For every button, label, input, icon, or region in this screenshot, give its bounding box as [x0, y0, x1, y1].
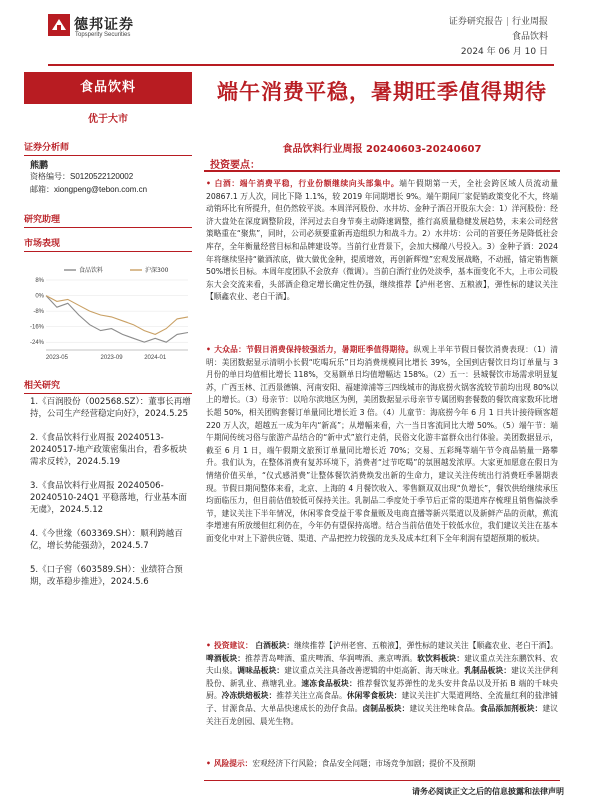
related-heading: 相关研究: [24, 378, 192, 394]
paragraph-body: 宏观经济下行风险；食品安全问题；市场竞争加剧；提价不及预期: [252, 759, 476, 768]
related-item: 2.《食品饮料行业周报 20240513-20240517-地产政策密集出台，看多板块需求反转》，2024.5.19: [30, 433, 187, 467]
paragraph-lead: 风险提示：: [213, 759, 253, 768]
report-header: [0, 0, 600, 66]
advice-text: 建议重点关注具备改善逻辑的中炬高新、海天味业。: [284, 666, 465, 676]
bullet-icon: •: [206, 179, 211, 188]
related-item: 3.《食品饮料行业周报 20240506-20240510-24Q1 平稳落地，行业基本面无虞》，2024.5.12: [30, 481, 187, 515]
advice-label: 卤制品板块：: [362, 703, 410, 713]
keypoints-heading: 投资要点：: [204, 156, 560, 172]
legend-label: 沪深300: [145, 267, 169, 274]
analyst-heading: 证券分析师: [24, 140, 192, 156]
y-tick-label: -8%: [33, 309, 44, 316]
advice-label: 速冻食品板块：: [301, 678, 357, 688]
advice-text: 推荐青岛啤酒、重庆啤酒、华润啤酒、燕京啤酒。: [245, 653, 418, 663]
advice-label: 冷冻烘焙板块：: [221, 691, 277, 701]
advice-label: 软饮料板块：: [417, 653, 465, 663]
advice-text: 建议关注绝味食品。: [409, 703, 480, 713]
legend-label: 食品饮料: [79, 267, 104, 274]
advice-text: 建议关注伊利股份、新乳业、燕塘乳业。: [206, 666, 558, 688]
x-tick-label: 2023-05: [45, 355, 68, 361]
advice-label: 白酒板块：: [255, 641, 295, 650]
advice-label: 食品添加剂板块：: [479, 703, 543, 713]
report-type: 证券研究报告: [448, 17, 503, 27]
y-tick-label: 8%: [35, 278, 44, 284]
y-tick-label: 0%: [35, 293, 44, 300]
y-tick-label: -16%: [29, 324, 44, 331]
advice-text: 建议关注百龙创园、晨光生物。: [206, 703, 558, 726]
paragraph-lead: 投资建议：: [213, 641, 253, 650]
analyst-email[interactable]: 邮箱：xiongpeng@tebon.com.cn: [30, 185, 148, 194]
report-meta: 证券研究报告 | 行业周报 食品饮料 2024 年 06 月 10 日: [449, 15, 548, 60]
advice-text: 继续推荐【泸州老窖、五粮液】，弹性标的建议关注【顺鑫农业、老白干酒】。: [294, 641, 558, 650]
market-performance-chart: [24, 264, 192, 368]
bullet-icon: •: [206, 345, 211, 354]
logo-name-cn: 德邦证券: [74, 17, 134, 33]
advice-text: 建议重点关注东鹏饮料、农夫山泉。: [206, 653, 558, 676]
advice-label: 休闲零食板块：: [346, 691, 402, 701]
report-subtitle: 食品饮料行业周报 20240603-20240607: [282, 144, 482, 155]
disclaimer: 请务必阅读正文之后的信息披露和法律声明: [412, 787, 564, 796]
advice-text: 建议关注扩大渠道网络、全流量红利的盐津铺子、甘源食品、大单品快速成长的劲仔食品。: [206, 691, 558, 713]
rating-label: 优于大市: [88, 114, 128, 125]
paragraph-body: 纵观上半年节假日餐饮消费表现：（1）清明：美团数据显示清明小长假“吃喝玩乐”日均消费规模同比增长 39%，全国到店餐饮日均订单量与 3 月份的单日均值相比增长 118%，交易额单日均值增幅达 158%。（2）五一：县城餐饮市场需求明显复苏，广西玉林、江西景德镇、河南安阳、福建漳浦等三四线城市的海底捞火锅客流较节前均出现 80%以上的增长。（3）母亲节：以哈尔滨地区为例，美团数据显示母亲节专属团购套餐数的餐饮商家数环比增长超 50%，相关团购套餐订单量同比增长近 3 倍。（4）儿童节：海底捞今年 6 月 1 日共计接待顾客超 220 万人次，超越五一成为年内“新高”；从增幅来看，六一当日客流同比大增 50%。（5）端午节：端午期间传统习俗与旅游产品结合的“新中式”旅行走俏，民俗文化游丰富群众出行体验。美团数据显示，截至 6 月 1 日，端午假期文旅预订单量同比增长近 70%；交易、五彩绳等端午节令商品销量一路攀升。我们认为，在整体消费有复苏环境下，消费者“过节吃喝”的氛围越发浓厚。大家更加愿意在假日为情绪价值买单，“仪式感消费”让整体餐饮消费焕发出新的生命力，建议关注传统出行消费旺季暑期表现。节假日期间整体来看，北京、上海的 4 月餐饮收入、零售额双双出现“负增长”，餐饮供给继续承压均面临压力，但目前估值较低可保持关注。乳制品二季度处于季节后正常的渠道库存梳理且销售偏淡季节，建议关注下半年情况，休闲零食受益于零食量贩及电商直播等新兴渠道以及新鲜产品的贡献，蕉流李增速有所放缓但红利仍在，今年仍有望保持高增。结合当前估值处于较低水位，我们建议关注在基本面变化中对上下游供应链、渠道、产品把控力较强的龙头及成本红利下全年利润有望超预期的板块。: [206, 345, 558, 543]
advice-label: 乳制品板块：: [464, 666, 512, 676]
logo-name-en: Topsperity Securities: [75, 32, 131, 38]
report-date: 2024 年 06 月 10 日: [460, 47, 548, 57]
bullet-icon: •: [206, 641, 211, 650]
related-item: 1.《百润股份（002568.SZ）：董事长再增持，公司生产经营稳定向好》，2024.5.25: [30, 397, 191, 419]
paragraph-lead: 大众品：节假日消费保持较强活力，暑期旺季值得期待。: [213, 345, 414, 354]
report-category: 行业周报: [511, 17, 548, 27]
sector-label: 食品饮料: [24, 72, 192, 104]
series-line-1: [46, 296, 188, 335]
x-tick-label: 2024-01: [144, 355, 167, 361]
paragraph-body: 端午假期第一天，全社会跨区域人员流动量 20867.1 万人次，同比下降 1.1%，较 2019 年同期增长 9%。端午期间厂家促销政策变化不大，终端动销环比有所提升，但仍然较平淡。本周洋河股份、水井坊、金种子酒召开股东大会：1）洋河股份：经济大盘处在深度调整阶段，洋河过去自身节奏主动降速调整，推行高质量稳健发展趋势，未来公司经营策略重在“聚焦”，同时，公司必须要重新再造组织力和战斗力。2）水井坊：公司的首要任务是降低社会库存，全年衡量经营目标和品牌建设等。当前行业背景下，会加大梯酿八号投入。3）金种子酒：2024 年将继续坚持“徽酒浓底，做大做优金种，提质增效，再创新辉煌”宏观发展战略，不动摇，锚定销售额 50%增长目标。本周年度团队不会放弃（微调）。当前白酒行业仍处淡季，基本面变化不大，上市公司股东大会交流来看，头部酒企稳定增长确定性仍强，继续推荐【泸州老窖、五粮液】，弹性标的建议关注【顺鑫农业、老白干酒】。: [206, 179, 558, 302]
advice-text: 推荐餐饮复苏弹性的龙头安井食品以及开拓 B 端的千味央厨。: [206, 678, 558, 701]
header-divider: [48, 64, 554, 66]
assistant-heading: 研究助理: [24, 212, 192, 228]
paragraph-investment-advice: [206, 640, 558, 728]
advice-text: 推荐关注立高食品。: [276, 691, 347, 701]
related-item: 4.《今世缘（603369.SH）：顺利跨越百亿，增长势能强劲》，2024.5.7: [30, 529, 183, 551]
advice-label: 啤酒板块：: [206, 653, 246, 663]
tebon-logo-icon: [48, 14, 70, 36]
footer-divider: [204, 780, 560, 781]
analyst-cert: 资格编号：S0120522120002: [30, 172, 134, 181]
paragraph-baijiu: [206, 178, 558, 304]
related-item: 5.《口子窖（603589.SH）：业绩符合预期，改革稳步推进》，2024.5.6: [30, 565, 183, 587]
report-title: 端午消费平稳，暑期旺季值得期待: [217, 80, 547, 104]
y-tick-label: -24%: [29, 340, 44, 347]
paragraph-lead: 白酒：端午消费平稳，行业份额继续向头部集中。: [213, 179, 400, 188]
bullet-icon: •: [206, 759, 211, 768]
report-sector: 食品饮料: [511, 32, 548, 42]
x-tick-label: 2023-09: [100, 355, 123, 361]
paragraph-mass-consumer: [206, 344, 558, 546]
analyst-name: 熊鹏: [30, 161, 49, 171]
advice-label: 调味品板块：: [237, 666, 285, 676]
paragraph-risk: [206, 758, 558, 771]
market-heading: 市场表现: [24, 236, 192, 252]
